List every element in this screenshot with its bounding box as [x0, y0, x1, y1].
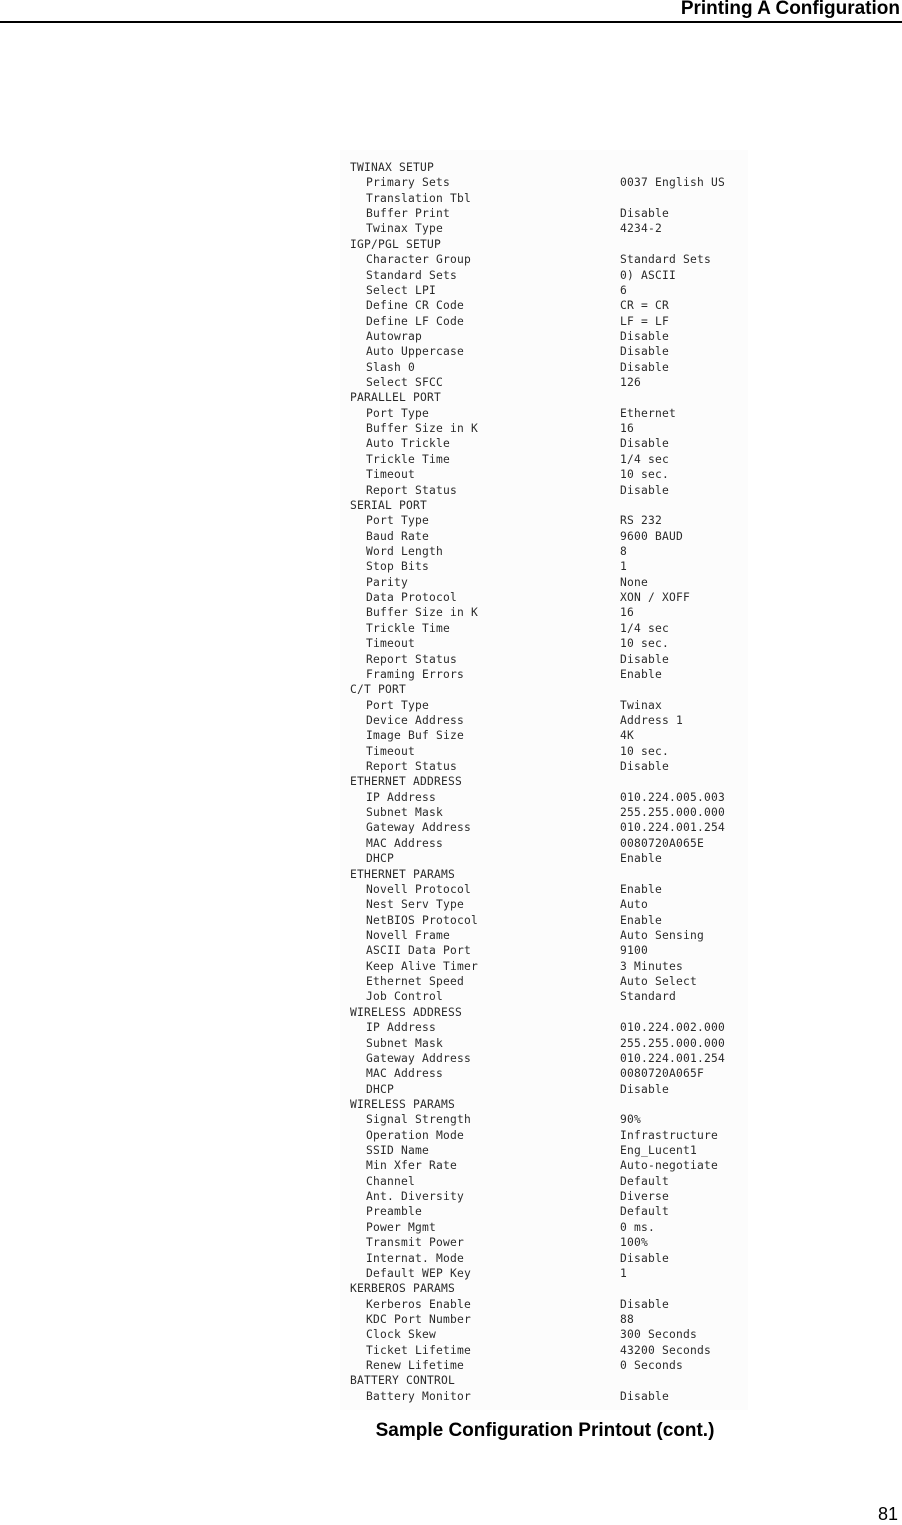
setting-label: Port Type — [366, 514, 430, 528]
setting-label: Character Group — [366, 253, 472, 267]
setting-label: Select LPI — [366, 283, 437, 297]
printout-section-row — [340, 390, 748, 405]
setting-value: LF = LF — [620, 314, 670, 328]
printout-setting-row — [340, 820, 748, 835]
printout-setting-row — [340, 1266, 748, 1281]
printout-setting-row — [340, 851, 748, 866]
printout-setting-row — [340, 1020, 748, 1035]
setting-label: Power Mgmt — [366, 1220, 437, 1234]
printout-setting-row — [340, 1312, 748, 1327]
setting-value: Disable — [620, 652, 670, 666]
printout-setting-row — [340, 698, 748, 713]
setting-value: 010.224.005.003 — [620, 790, 726, 804]
setting-value: 255.255.000.000 — [620, 806, 726, 820]
page-number: 81 — [877, 1504, 898, 1524]
setting-value: 9100 — [620, 944, 649, 958]
setting-label: Min Xfer Rate — [366, 1159, 458, 1173]
setting-value: Auto Select — [620, 975, 698, 989]
printout-setting-row — [340, 1327, 748, 1342]
setting-label: Define CR Code — [366, 299, 465, 313]
printout-setting-row — [340, 1204, 748, 1219]
printout-section-row — [340, 774, 748, 789]
printout-setting-row — [340, 268, 748, 283]
setting-value: 010.224.002.000 — [620, 1021, 726, 1035]
printout-setting-row — [340, 529, 748, 544]
section-heading: PARALLEL PORT — [350, 391, 442, 405]
printout-section-row — [340, 682, 748, 697]
setting-value: 0 Seconds — [620, 1359, 684, 1373]
setting-value: Standard Sets — [620, 253, 712, 267]
printout-setting-row — [340, 544, 748, 559]
printout-setting-row — [340, 974, 748, 989]
setting-value: RS 232 — [620, 514, 663, 528]
setting-value: Auto Sensing — [620, 929, 705, 942]
setting-value: Auto-negotiate — [620, 1159, 719, 1173]
setting-value: 1 — [620, 560, 628, 574]
setting-value: 4234-2 — [620, 222, 663, 236]
setting-value: 0) ASCII — [620, 268, 677, 282]
setting-label: Trickle Time — [366, 452, 451, 466]
printout-setting-row — [340, 175, 748, 190]
printout-section-row — [340, 237, 748, 252]
setting-value: Disable — [620, 1082, 670, 1096]
setting-label: Buffer Size in K — [366, 606, 479, 620]
section-heading: ETHERNET PARAMS — [350, 867, 456, 881]
printout-setting-row — [340, 605, 748, 620]
setting-label: Ant. Diversity — [366, 1190, 465, 1204]
setting-label: Signal Strength — [366, 1113, 472, 1127]
section-heading: C/T PORT — [350, 683, 407, 697]
setting-label: Trickle Time — [366, 621, 451, 635]
setting-value: 10 sec. — [620, 744, 670, 758]
setting-value: 0037 English US — [620, 176, 726, 190]
setting-label: Timeout — [366, 468, 416, 482]
printout-setting-row — [340, 1235, 748, 1250]
printout-section-row — [340, 160, 748, 175]
section-heading: TWINAX SETUP — [350, 161, 435, 174]
setting-label: DHCP — [366, 852, 395, 866]
setting-value: Ethernet — [620, 406, 677, 420]
printout-setting-row — [340, 421, 748, 436]
setting-value: Enable — [620, 852, 663, 866]
setting-label: Clock Skew — [366, 1328, 437, 1342]
printout-setting-row — [340, 1051, 748, 1066]
printout-setting-row — [340, 943, 748, 958]
setting-label: Buffer Size in K — [366, 422, 479, 436]
setting-label: Internat. Mode — [366, 1251, 465, 1265]
setting-label: Timeout — [366, 744, 416, 758]
setting-label: Word Length — [366, 545, 444, 558]
setting-label: MAC Address — [366, 836, 444, 850]
setting-label: Framing Errors — [366, 667, 465, 681]
setting-label: Gateway Address — [366, 821, 472, 835]
printout-setting-row — [340, 959, 748, 974]
setting-value: 9600 BAUD — [620, 529, 684, 543]
printout-setting-row — [340, 298, 748, 313]
printout-setting-row — [340, 575, 748, 590]
printout-section-row — [340, 867, 748, 882]
setting-value: Enable — [620, 882, 663, 896]
printout-section-row — [340, 1005, 748, 1020]
setting-label: Port Type — [366, 406, 430, 420]
printout-setting-row — [340, 836, 748, 851]
printout-setting-row — [340, 744, 748, 759]
printout-setting-row — [340, 436, 748, 451]
setting-label: Auto Trickle — [366, 437, 451, 451]
setting-value: 6 — [620, 283, 628, 297]
printout-setting-row — [340, 928, 748, 943]
setting-label: Ticket Lifetime — [366, 1343, 472, 1357]
setting-label: Subnet Mask — [366, 806, 444, 820]
printout-setting-row — [340, 1358, 748, 1373]
setting-value: 0080720A065F — [620, 1067, 705, 1081]
setting-value: Eng_Lucent1 — [620, 1144, 698, 1158]
setting-value: 1/4 sec — [620, 621, 670, 635]
setting-label: ASCII Data Port — [366, 944, 472, 958]
setting-value: 90% — [620, 1113, 642, 1127]
printout-setting-row — [340, 452, 748, 467]
configuration-printout — [340, 150, 748, 1410]
setting-value: Default — [620, 1174, 670, 1188]
section-heading: ETHERNET ADDRESS — [350, 775, 463, 789]
setting-value: 1/4 sec — [620, 452, 670, 466]
setting-label: Report Status — [366, 652, 458, 666]
setting-value: 010.224.001.254 — [620, 821, 726, 835]
setting-label: Baud Rate — [366, 529, 430, 543]
setting-label: Standard Sets — [366, 268, 458, 282]
setting-label: Operation Mode — [366, 1128, 465, 1142]
setting-value: Disable — [620, 1297, 670, 1311]
setting-label: SSID Name — [366, 1144, 430, 1158]
setting-label: Auto Uppercase — [366, 345, 465, 359]
section-heading: KERBEROS PARAMS — [350, 1282, 456, 1296]
printout-setting-row — [340, 1158, 748, 1173]
setting-label: Transmit Power — [366, 1236, 465, 1250]
setting-value: 3 Minutes — [620, 959, 684, 973]
setting-value: Twinax — [620, 698, 663, 712]
setting-label: Nest Serv Type — [366, 898, 465, 912]
setting-value: 255.255.000.000 — [620, 1036, 726, 1050]
setting-label: Twinax Type — [366, 222, 444, 236]
setting-value: Enable — [620, 913, 663, 927]
setting-value: Disable — [620, 483, 670, 497]
setting-value: 4K — [620, 729, 635, 743]
section-heading: SERIAL PORT — [350, 498, 428, 512]
printout-setting-row — [340, 1251, 748, 1266]
setting-label: Subnet Mask — [366, 1036, 444, 1050]
printout-setting-row — [340, 221, 748, 236]
printout-setting-row — [340, 590, 748, 605]
section-heading: IGP/PGL SETUP — [350, 237, 442, 251]
setting-value: XON / XOFF — [620, 591, 691, 605]
setting-label: Ethernet Speed — [366, 975, 465, 989]
setting-value: Disable — [620, 760, 670, 774]
setting-label: Channel — [366, 1174, 416, 1188]
setting-value: Disable — [620, 329, 670, 343]
setting-value: Disable — [620, 345, 670, 359]
setting-value: 10 sec. — [620, 468, 670, 482]
setting-label: Novell Protocol — [366, 882, 472, 896]
printout-setting-row — [340, 375, 748, 390]
printout-setting-row — [340, 1174, 748, 1189]
printout-setting-row — [340, 913, 748, 928]
setting-value: 0 ms. — [620, 1220, 656, 1234]
section-heading: BATTERY CONTROL — [350, 1374, 456, 1388]
setting-label: Translation Tbl — [366, 191, 472, 205]
printout-section-row — [340, 498, 748, 513]
setting-value: Infrastructure — [620, 1128, 719, 1142]
setting-label: Kerberos Enable — [366, 1297, 472, 1311]
printout-setting-row — [340, 636, 748, 651]
setting-label: Device Address — [366, 713, 465, 727]
page-header-title: Printing A Configuration — [680, 0, 900, 19]
printout-setting-row — [340, 790, 748, 805]
setting-label: Primary Sets — [366, 176, 451, 190]
setting-value: 16 — [620, 422, 635, 436]
setting-label: NetBIOS Protocol — [366, 913, 479, 927]
printout-setting-row — [340, 882, 748, 897]
setting-value: 100% — [620, 1236, 649, 1250]
printout-setting-row — [340, 314, 748, 329]
printout-setting-row — [340, 283, 748, 298]
setting-label: Gateway Address — [366, 1051, 472, 1065]
printout-setting-row — [340, 191, 748, 206]
setting-value: 1 — [620, 1266, 628, 1280]
setting-label: Novell Frame — [366, 929, 451, 942]
setting-label: Job Control — [366, 990, 444, 1004]
setting-label: IP Address — [366, 790, 437, 804]
printout-setting-row — [340, 621, 748, 636]
setting-label: Preamble — [366, 1205, 423, 1219]
setting-value: 126 — [620, 376, 642, 390]
setting-value: CR = CR — [620, 299, 670, 313]
setting-label: Stop Bits — [366, 560, 430, 574]
setting-value: 43200 Seconds — [620, 1343, 712, 1357]
printout-setting-row — [340, 252, 748, 267]
setting-value: 88 — [620, 1313, 635, 1326]
printout-setting-row — [340, 513, 748, 528]
printout-setting-row — [340, 1343, 748, 1358]
printout-setting-row — [340, 728, 748, 743]
printout-setting-row — [340, 1128, 748, 1143]
setting-label: Renew Lifetime — [366, 1359, 465, 1373]
setting-label: Default WEP Key — [366, 1266, 472, 1280]
setting-value: Disable — [620, 360, 670, 374]
printout-setting-row — [340, 897, 748, 912]
printout-setting-row — [340, 759, 748, 774]
setting-value: 010.224.001.254 — [620, 1051, 726, 1065]
printout-setting-row — [340, 344, 748, 359]
setting-label: Timeout — [366, 637, 416, 651]
setting-label: Parity — [366, 575, 409, 589]
setting-value: Address 1 — [620, 713, 684, 727]
setting-label: Image Buf Size — [366, 729, 465, 743]
setting-label: Autowrap — [366, 329, 423, 343]
printout-setting-row — [340, 1143, 748, 1158]
printout-setting-row — [340, 805, 748, 820]
printout-setting-row — [340, 467, 748, 482]
setting-label: Slash 0 — [366, 360, 416, 374]
setting-value: Disable — [620, 207, 670, 221]
header-rule — [0, 21, 902, 23]
figure-caption: Sample Configuration Printout (cont.) — [375, 1420, 715, 1441]
setting-value: 10 sec. — [620, 637, 670, 651]
printout-setting-row — [340, 406, 748, 421]
setting-label: Data Protocol — [366, 591, 458, 605]
setting-value: None — [620, 575, 649, 589]
setting-label: KDC Port Number — [366, 1313, 472, 1326]
printout-setting-row — [340, 1112, 748, 1127]
setting-value: Disable — [620, 1251, 670, 1265]
setting-value: Disable — [620, 437, 670, 451]
printout-setting-row — [340, 667, 748, 682]
printout-section-row — [340, 1373, 748, 1388]
section-heading: WIRELESS PARAMS — [350, 1097, 456, 1111]
setting-label: Buffer Print — [366, 207, 451, 221]
printout-setting-row — [340, 989, 748, 1004]
setting-label: Define LF Code — [366, 314, 465, 328]
printout-setting-row — [340, 360, 748, 375]
setting-value: Default — [620, 1205, 670, 1219]
printout-setting-row — [340, 652, 748, 667]
setting-value: 8 — [620, 545, 628, 558]
setting-value: Diverse — [620, 1190, 670, 1204]
setting-label: Keep Alive Timer — [366, 959, 479, 973]
printout-setting-row — [340, 559, 748, 574]
printout-setting-row — [340, 1297, 748, 1312]
printout-setting-row — [340, 329, 748, 344]
printout-setting-row — [340, 1036, 748, 1051]
printout-setting-row — [340, 713, 748, 728]
printout-section-row — [340, 1097, 748, 1112]
setting-label: Report Status — [366, 760, 458, 774]
setting-value: 16 — [620, 606, 635, 620]
printout-section-row — [340, 1281, 748, 1296]
setting-label: Report Status — [366, 483, 458, 497]
setting-label: MAC Address — [366, 1067, 444, 1081]
setting-value: Standard — [620, 990, 677, 1004]
setting-label: Battery Monitor — [366, 1389, 472, 1403]
setting-label: Port Type — [366, 698, 430, 712]
setting-label: Select SFCC — [366, 376, 444, 390]
setting-value: 0080720A065E — [620, 836, 705, 850]
printout-setting-row — [340, 1066, 748, 1081]
setting-value: Enable — [620, 667, 663, 681]
setting-label: DHCP — [366, 1082, 395, 1096]
printout-setting-row — [340, 1220, 748, 1235]
setting-value: Auto — [620, 898, 649, 912]
printout-setting-row — [340, 483, 748, 498]
printout-setting-row — [340, 1082, 748, 1097]
setting-label: IP Address — [366, 1021, 437, 1035]
setting-value: 300 Seconds — [620, 1328, 698, 1342]
printout-setting-row — [340, 206, 748, 221]
setting-value: Disable — [620, 1389, 670, 1403]
printout-setting-row — [340, 1189, 748, 1204]
section-heading: WIRELESS ADDRESS — [350, 1005, 463, 1019]
printout-setting-row — [340, 1389, 748, 1404]
